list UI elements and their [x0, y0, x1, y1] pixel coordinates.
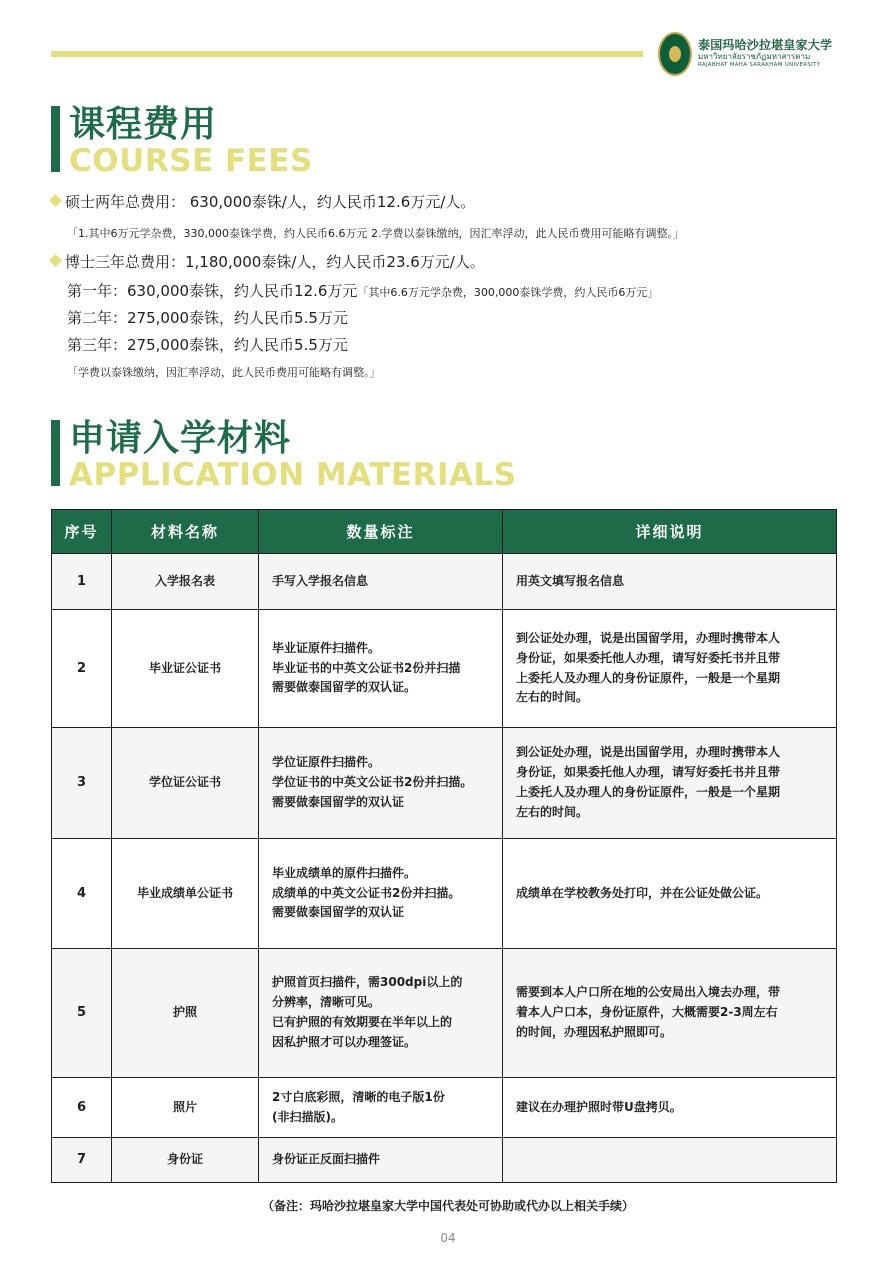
- master-fee-line: 硕士两年总费用： 630,000泰铢/人，约人民币12.6万元/人。: [51, 195, 475, 210]
- quantity-line: 需要做泰国留学的双认证: [272, 905, 405, 920]
- quantity-line: 分辨率，清晰可见。: [272, 995, 381, 1010]
- column-header: 数量标注: [259, 510, 503, 554]
- detail-note: [503, 728, 837, 839]
- detail-line: 的时间，办理因私护照即可。: [516, 1024, 673, 1039]
- detail-note: [503, 1078, 837, 1138]
- phd-year1-note: 「其中6.6万元学杂费，300,000泰铢学费，约人民币6万元」: [357, 286, 659, 299]
- fees-title-cn: 课程费用: [69, 104, 218, 145]
- detail-line: 需要到本人户口所在地的公安局出入境去办理，带: [516, 985, 781, 1000]
- page-number: 04: [440, 1231, 456, 1245]
- quantity-line: 毕业证书的中英文公证书2份并扫描: [272, 660, 461, 675]
- quantity-line: 2寸白底彩照，清晰的电子版1份: [272, 1089, 445, 1104]
- detail-line: 上委托人及办理人的身份证原件，一般是一个星期: [516, 670, 781, 685]
- phd-fee-note: 「学费以泰铢缴纳，因汇率浮动，此人民币费用可能略有调整。」: [67, 366, 381, 379]
- detail-line: 左右的时间。: [516, 804, 589, 819]
- footnote: （备注：玛哈沙拉堪皇家大学中国代表处可协助或代办以上相关手续）: [261, 1199, 634, 1213]
- table-row: [52, 949, 837, 1078]
- quantity-line: 学位证书的中英文公证书2份并扫描。: [272, 775, 473, 790]
- quantity-note: [259, 728, 503, 839]
- detail-line: 左右的时间。: [516, 690, 589, 705]
- quantity-note: [259, 554, 503, 610]
- phd-year3-line: 第三年：275,000泰铢，约人民币5.5万元: [67, 336, 348, 354]
- quantity-line: 护照首页扫描件，需300dpi以上的: [272, 975, 463, 990]
- column-header: 序号: [52, 510, 112, 554]
- quantity-line: 学位证原件扫描件。: [272, 755, 381, 770]
- column-header: 详细说明: [503, 510, 837, 554]
- fees-title-en: COURSE FEES: [69, 143, 313, 179]
- materials-table-body: [52, 554, 837, 1183]
- table-row: [52, 839, 837, 949]
- materials-title-cn: 申请入学材料: [69, 418, 292, 459]
- material-name: 毕业证公证书: [112, 610, 259, 728]
- diamond-bullet-icon: [49, 194, 62, 207]
- detail-note: [503, 949, 837, 1078]
- quantity-line: 成绩单的中英文公证书2份并扫描。: [272, 885, 461, 900]
- table-row: [52, 1138, 837, 1183]
- university-name-cn: 泰国玛哈沙拉堪皇家大学: [698, 38, 833, 53]
- quantity-line: 手写入学报名信息: [272, 573, 369, 588]
- row-number: 5: [52, 949, 112, 1078]
- master-fee-note: 「1.其中6万元学杂费，330,000泰铢学费，约人民币6.6万元 2.学费以泰铢缴纳，因汇率浮动，此人民币费用可能略有调整。」: [67, 227, 684, 240]
- detail-line: 到公证处办理，说是出国留学用，办理时携带本人: [516, 745, 781, 760]
- detail-line: 身份证，如果委托他人办理，请写好委托书并且带: [516, 650, 781, 665]
- materials-title-en: APPLICATION MATERIALS: [69, 457, 517, 493]
- detail-note: [503, 839, 837, 949]
- material-name: 毕业成绩单公证书: [112, 839, 259, 949]
- quantity-note: [259, 949, 503, 1078]
- quantity-line: 因私护照才可以办理签证。: [272, 1034, 417, 1049]
- quantity-line: 毕业证原件扫描件。: [272, 640, 381, 655]
- header-rule: [51, 51, 643, 57]
- quantity-note: [259, 610, 503, 728]
- table-row: [52, 1078, 837, 1138]
- row-number: 3: [52, 728, 112, 839]
- university-logo: [658, 32, 832, 76]
- detail-line: 着本人户口本，身份证原件，大概需要2-3周左右: [516, 1005, 778, 1020]
- phd-year2-line: 第二年：275,000泰铢，约人民币5.5万元: [67, 309, 348, 327]
- table-row: [52, 554, 837, 610]
- detail-note: [503, 554, 837, 610]
- detail-line: 用英文填写报名信息: [516, 573, 625, 588]
- quantity-line: (非扫描版)。: [272, 1109, 343, 1124]
- material-name: 身份证: [112, 1138, 259, 1183]
- quantity-line: 需要做泰国留学的双认证。: [272, 680, 417, 695]
- material-name: 护照: [112, 949, 259, 1078]
- quantity-line: 身份证正反面扫描件: [272, 1152, 381, 1167]
- material-name: 入学报名表: [112, 554, 259, 610]
- row-number: 7: [52, 1138, 112, 1183]
- quantity-note: [259, 1138, 503, 1183]
- materials-table: [51, 509, 837, 1183]
- table-row: [52, 728, 837, 839]
- quantity-note: [259, 1078, 503, 1138]
- quantity-line: 需要做泰国留学的双认证: [272, 794, 405, 809]
- detail-line: 建议在办理护照时带U盘拷贝。: [516, 1099, 682, 1114]
- section-accent-bar: [51, 106, 60, 172]
- quantity-line: 已有护照的有效期要在半年以上的: [272, 1015, 453, 1029]
- detail-note: [503, 1138, 837, 1183]
- row-number: 6: [52, 1078, 112, 1138]
- row-number: 2: [52, 610, 112, 728]
- phd-fee-line: 博士三年总费用：1,180,000泰铢/人，约人民币23.6万元/人。: [51, 255, 485, 270]
- university-name-th: มหาวิทยาลัยราชภัฏมหาสารคาม: [698, 52, 811, 62]
- quantity-line: 毕业成绩单的原件扫描件。: [272, 865, 417, 880]
- detail-line: 到公证处办理，说是出国留学用，办理时携带本人: [516, 630, 781, 645]
- detail-note: [503, 610, 837, 728]
- row-number: 4: [52, 839, 112, 949]
- column-header: 材料名称: [112, 510, 259, 554]
- university-seal-icon: [658, 32, 692, 76]
- phd-year1-line: 第一年：630,000泰铢，约人民币12.6万元「其中6.6万元学杂费，300,000泰铢学费，约人民币6万元」: [67, 282, 659, 300]
- university-name-en: RAJABHAT MAHA SARAKHAM UNIVERSITY: [698, 62, 821, 69]
- table-row: [52, 610, 837, 728]
- section-accent-bar: [51, 420, 60, 486]
- material-name: 学位证公证书: [112, 728, 259, 839]
- detail-line: 上委托人及办理人的身份证原件，一般是一个星期: [516, 785, 781, 799]
- quantity-note: [259, 839, 503, 949]
- table-header-row: [52, 510, 837, 554]
- row-number: 1: [52, 554, 112, 610]
- diamond-bullet-icon: [49, 254, 62, 267]
- material-name: 照片: [112, 1078, 259, 1138]
- detail-line: 成绩单在学校教务处打印，并在公证处做公证。: [516, 885, 769, 900]
- detail-line: 身份证，如果委托他人办理，请写好委托书并且带: [516, 765, 781, 780]
